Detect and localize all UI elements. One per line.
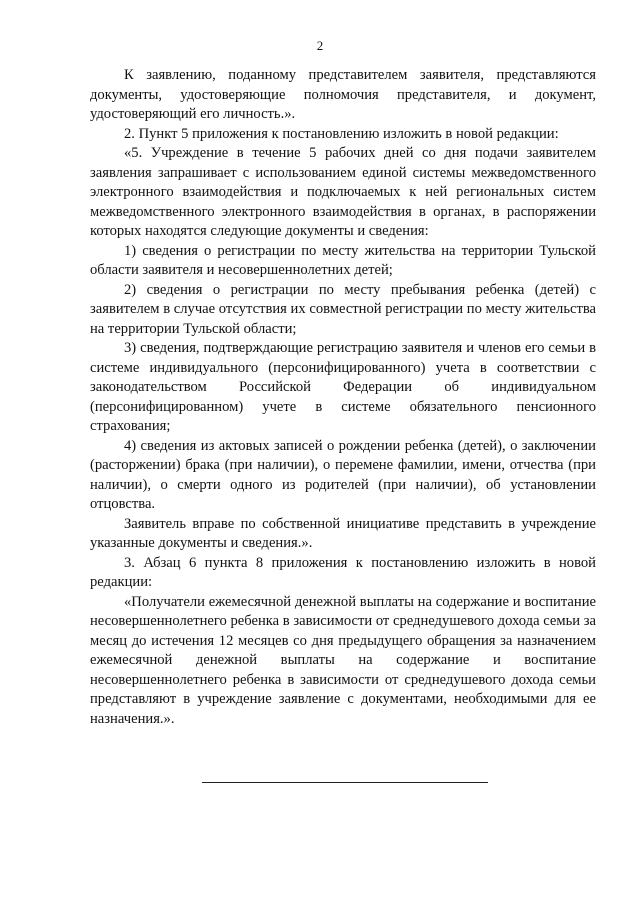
page-number: 2 — [316, 38, 324, 53]
paragraph-point-5: «5. Учреждение в течение 5 рабочих дней со дня подачи заявителем заявления запрашивает с использованием единой системы межведомственного электронного взаимодействия и подключаемых к ней региональных систем межведомственного электронного взаимодействия в органах, в распоряжении которых находятся следующие документы и сведения: — [90, 145, 596, 239]
list-item-4: 4) сведения из актовых записей о рождении ребенка (детей), о заключении (расторжении) брака (при наличии), о перемене фамилии, имени, отчества (при наличии), о смерти одного из родителей (при наличии), об установлении отцовства. — [90, 437, 596, 512]
paragraph-recipients: «Получатели ежемесячной денежной выплаты на содержание и воспитание несовершеннолетнего ребенка в зависимости от среднедушевого дохода семьи за месяц до истечения 12 месяцев со дня предыдущего обращения за назначением ежемесячной денежной выплаты на содержание и воспитание несовершеннолетнего ребенка в зависимости от среднедушевого дохода семьи представляют в учреждение заявление с документами, необходимыми для ее назначения.». — [90, 593, 596, 727]
list-item-1: 1) сведения о регистрации по месту жительства на территории Тульской области заявителя и несовершеннолетних детей; — [90, 242, 596, 278]
paragraph-applicant-right: Заявитель вправе по собственной инициативе представить в учреждение указанные документы и сведения.». — [90, 515, 596, 551]
paragraph-amendment-3: 3. Абзац 6 пункта 8 приложения к постановлению изложить в новой редакции: — [90, 554, 596, 590]
list-item-3: 3) сведения, подтверждающие регистрацию заявителя и членов его семьи в системе индивидуального (персонифицированного) учета в соответствии с законодательством Российской Федерации об индивидуальном (персонифицированном) учете в системе обязательного пенсионного страхования; — [90, 340, 596, 434]
document-body — [90, 66, 596, 729]
end-of-text-rule — [202, 782, 488, 783]
paragraph-representative-documents: К заявлению, поданному представителем заявителя, представляются документы, удостоверяющие полномочия представителя, и документ, удостоверяющий его личность.». — [90, 67, 596, 122]
list-item-2: 2) сведения о регистрации по месту пребывания ребенка (детей) с заявителем в случае отсутствия их совместной регистрации по месту жительства на территории Тульской области; — [90, 281, 596, 337]
paragraph-amendment-2: 2. Пункт 5 приложения к постановлению изложить в новой редакции: — [124, 125, 559, 142]
